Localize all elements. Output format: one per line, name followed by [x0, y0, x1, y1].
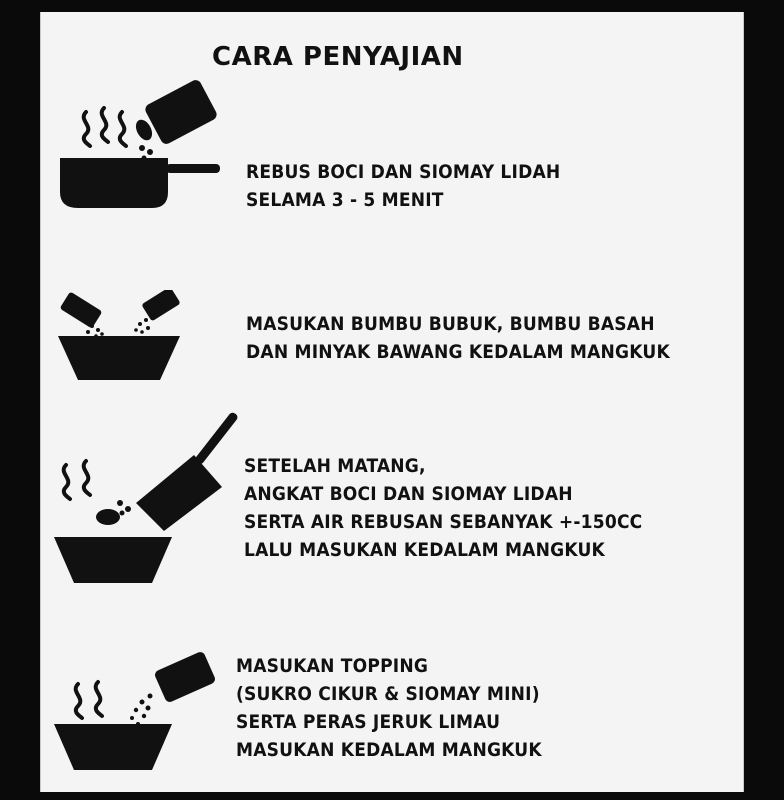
step-3-line-4: LALU MASUKAN KEDALAM MANGKUK: [244, 539, 605, 561]
page-title: CARA PENYAJIAN: [212, 42, 464, 72]
top-bar: [0, 0, 784, 12]
cooking-pan-with-shaker-icon: [58, 78, 228, 218]
step-4-line-2: (SUKRO CIKUR & SIOMAY MINI): [236, 683, 540, 705]
bowl-with-ladle-icon: [52, 405, 242, 590]
bowl-with-seasoning-shakers-icon: [56, 290, 186, 385]
step-3-line-3: SERTA AIR REBUSAN SEBANYAK +-150CC: [244, 511, 643, 533]
step-4-line-3: SERTA PERAS JERUK LIMAU: [236, 711, 501, 733]
step-1-line-1: REBUS BOCI DAN SIOMAY LIDAH: [246, 161, 561, 183]
step-3-line-1: SETELAH MATANG,: [244, 455, 426, 477]
step-4-text: [236, 652, 542, 764]
step-1-text: [246, 158, 560, 214]
step-4-line-1: MASUKAN TOPPING: [236, 655, 429, 677]
step-2-text: [246, 310, 670, 366]
step-2-line-1: MASUKAN BUMBU BUBUK, BUMBU BASAH: [246, 313, 655, 335]
step-3-line-2: ANGKAT BOCI DAN SIOMAY LIDAH: [244, 483, 573, 505]
bowl-with-topping-shaker-icon: [52, 652, 222, 777]
step-3-text: [244, 452, 642, 564]
step-2-line-2: DAN MINYAK BAWANG KEDALAM MANGKUK: [246, 341, 670, 363]
step-1-line-2: SELAMA 3 - 5 MENIT: [246, 189, 444, 211]
step-4-line-4: MASUKAN KEDALAM MANGKUK: [236, 739, 542, 761]
